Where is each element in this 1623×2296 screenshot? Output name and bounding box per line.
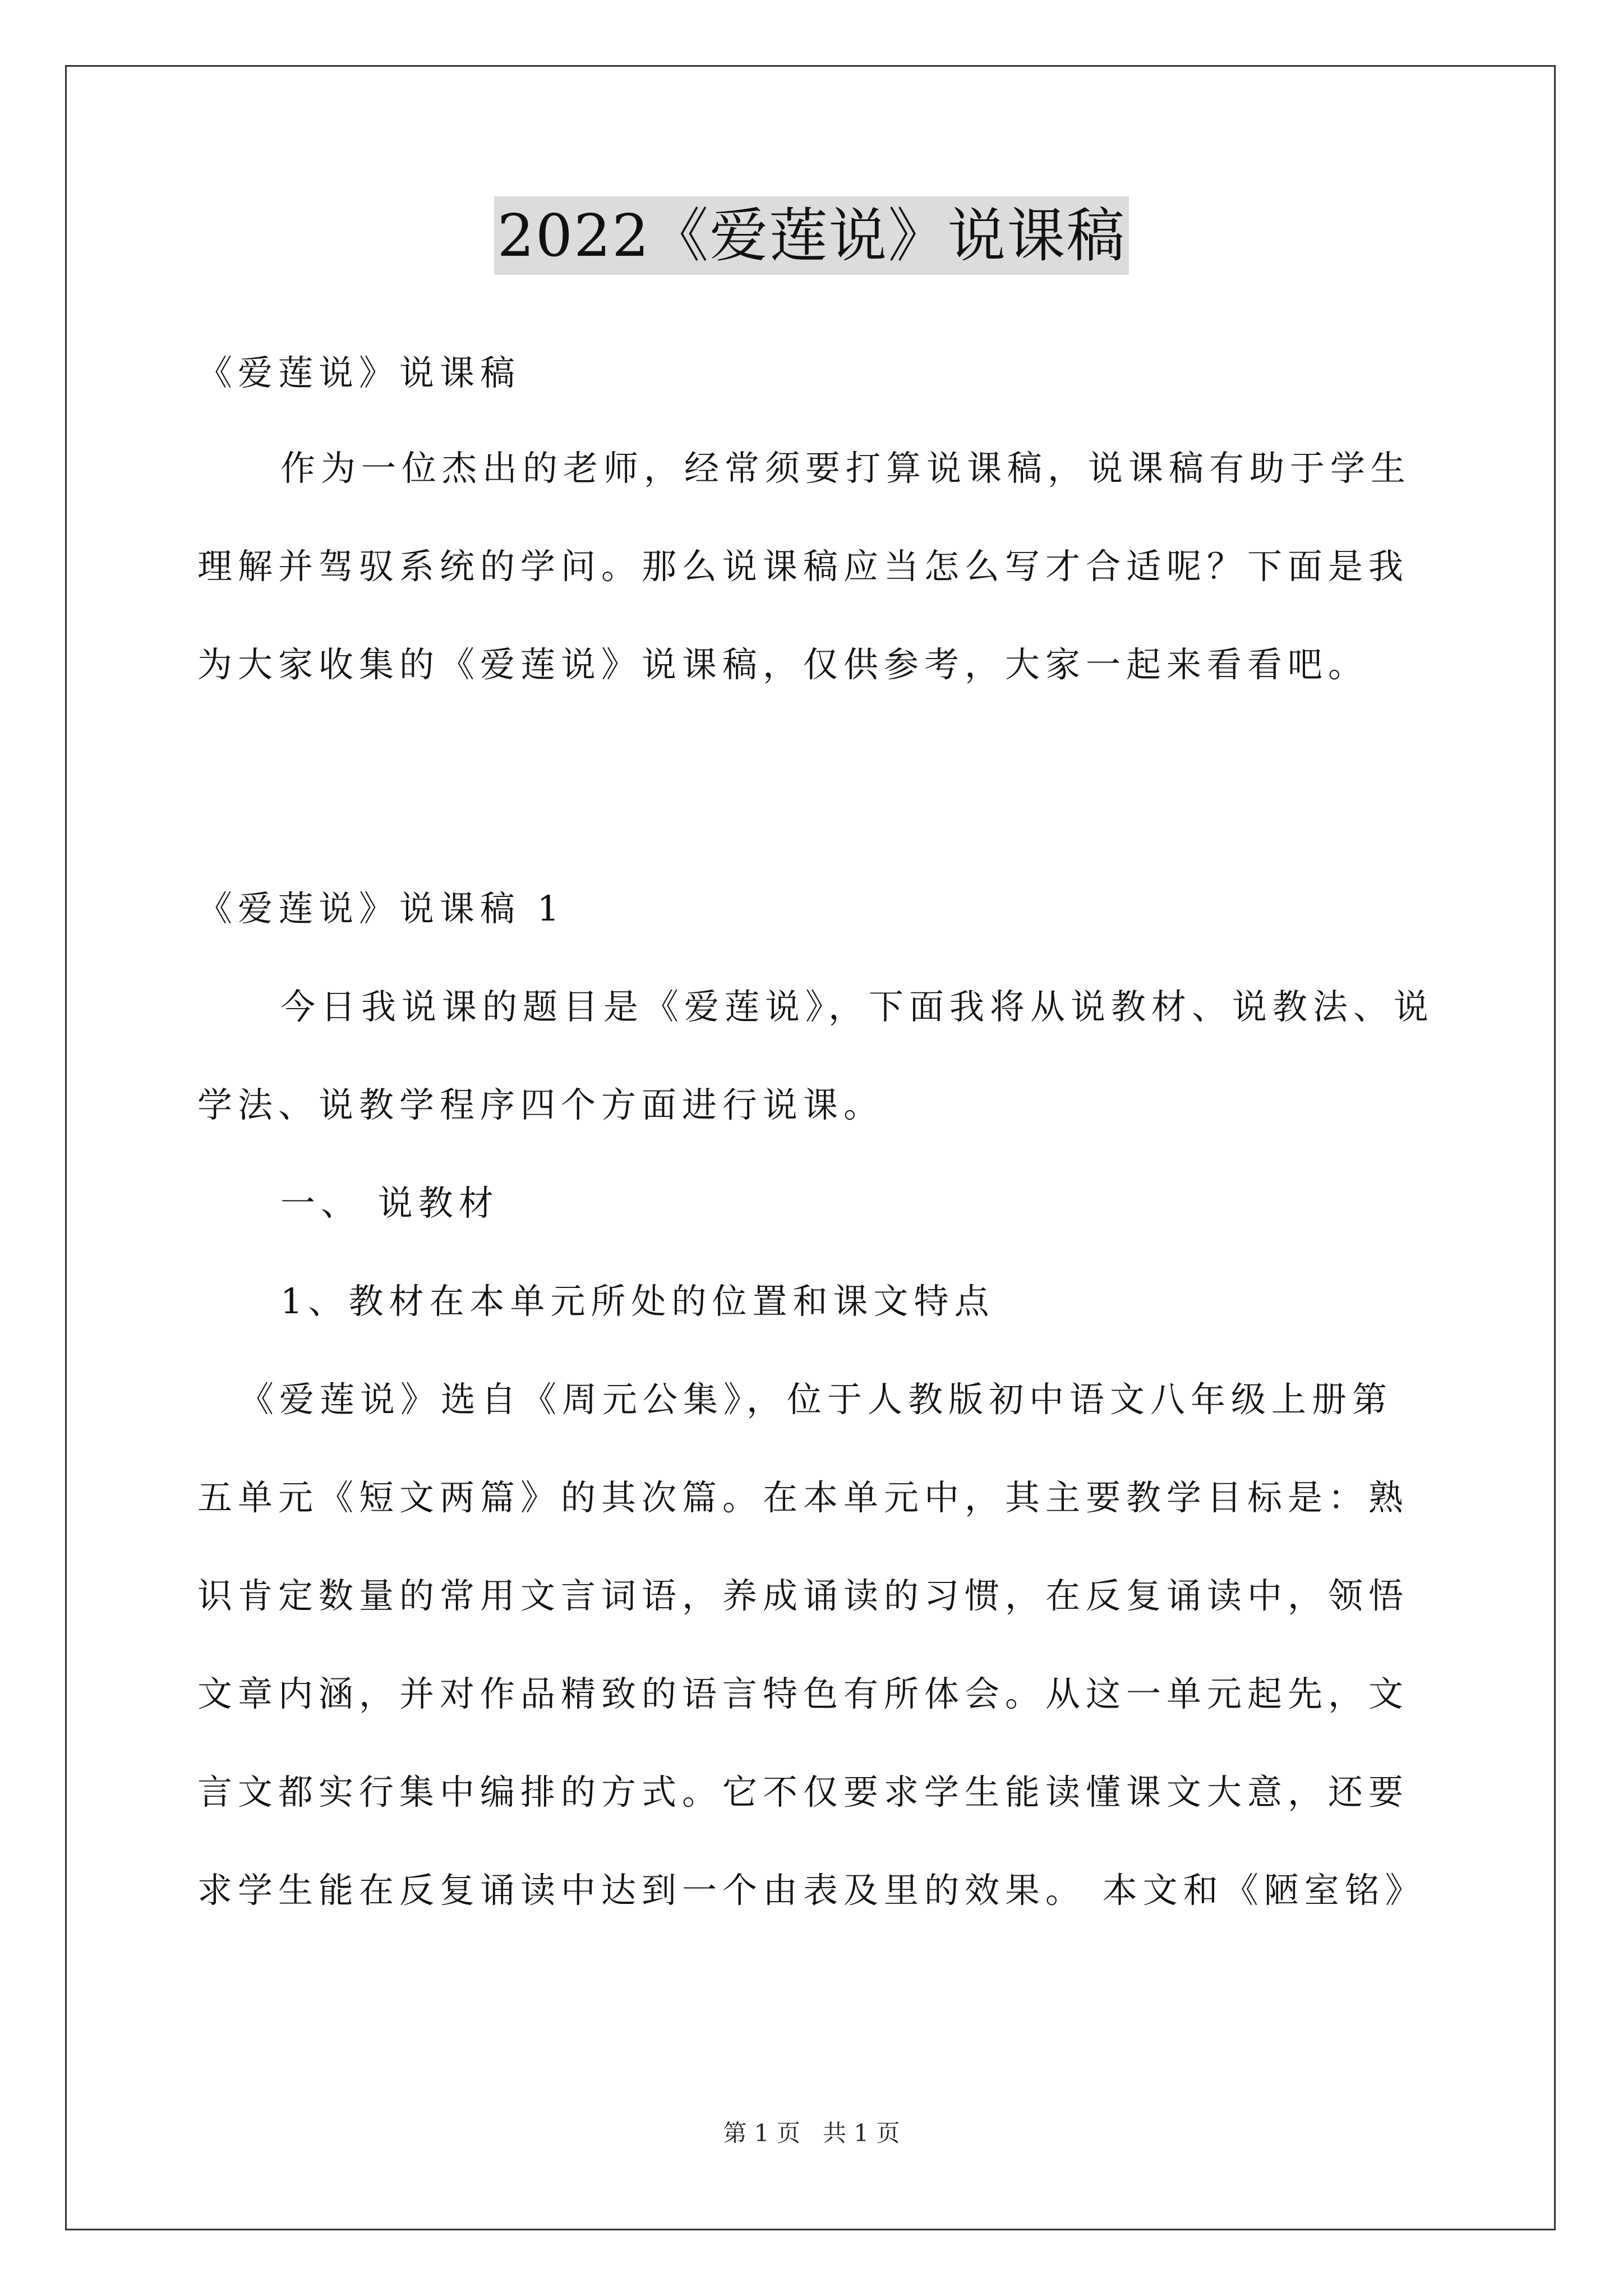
body-line: 为大家收集的《爱莲说》说课稿，仅供参考，大家一起来看看吧。 — [197, 644, 1369, 685]
body-line: 《爱莲说》选自《周元公集》，位于人教版初中语文八年级上册第 — [239, 1379, 1393, 1420]
body-line: 求学生能在反复诵读中达到一个由表及里的效果。 本文和《陋室铭》 — [197, 1870, 1426, 1911]
document-title: 2022《爱莲说》说课稿 — [494, 196, 1129, 275]
subsection-heading: 一、 说教材 — [280, 1182, 499, 1223]
body-line: 识肯定数量的常用文言词语，养成诵读的习惯，在反复诵读中，领悟 — [197, 1575, 1409, 1616]
intro-heading: 《爱莲说》说课稿 — [197, 352, 521, 393]
title-container — [0, 196, 1623, 275]
body-line: 言文都实行集中编排的方式。它不仅要求学生能读懂课文大意，还要 — [197, 1772, 1409, 1812]
body-line: 今日我说课的题目是《爱莲说》，下面我将从说教材、说教法、说 — [280, 986, 1435, 1027]
body-line: 文章内涵，并对作品精致的语言特色有所体会。从这一单元起先，文 — [197, 1673, 1409, 1714]
body-line: 学法、说教学程序四个方面进行说课。 — [197, 1084, 884, 1125]
page-number-footer: 第 1 页 共 1 页 — [723, 2119, 900, 2147]
subsection-heading: 1、教材在本单元所处的位置和课文特点 — [280, 1281, 995, 1322]
body-line: 理解并驾驭系统的学问。那么说课稿应当怎么写才合适呢？下面是我 — [197, 546, 1409, 587]
section-heading: 《爱莲说》说课稿 1 — [197, 888, 565, 929]
body-line: 作为一位杰出的老师，经常须要打算说课稿，说课稿有助于学生 — [280, 448, 1412, 489]
body-line: 五单元《短文两篇》的其次篇。在本单元中，其主要教学目标是：熟 — [197, 1477, 1409, 1518]
